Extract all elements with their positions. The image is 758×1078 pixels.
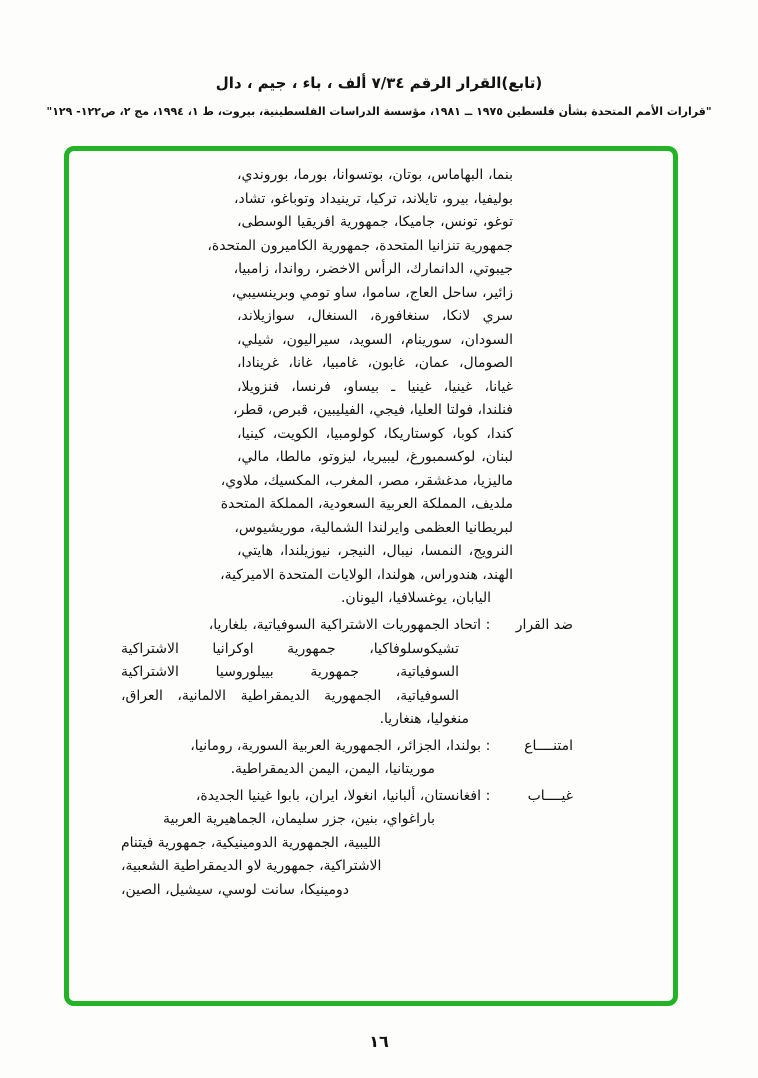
country-list-line: الليبية، الجمهورية الدومينيكية، جمهورية فيتنام — [121, 834, 381, 851]
page-number: ١٦ — [369, 1032, 389, 1051]
absent-label: غيــــاب — [527, 787, 573, 804]
country-list-line: منغوليا، هنغاريا. — [379, 711, 469, 727]
abstain-colon: : — [485, 737, 491, 754]
content-frame — [64, 146, 678, 1006]
country-list-line: غيانا، غينيا، غينيا ـ بيساو، فرنسا، فنزويلا، — [237, 378, 513, 395]
country-list-line: السودان، سورينام، السويد، سيراليون، شيلي، — [237, 331, 513, 348]
page-title: (تابع)القرار الرقم ٧/٣٤ ألف ، باء ، جيم ، دال — [215, 74, 543, 92]
vote-sections — [121, 614, 573, 905]
in-favor-country-list — [207, 164, 513, 611]
country-list-line: النرويج، النمسا، نيبال، النيجر، نيوزيلندا، هايتي، — [237, 543, 513, 559]
against-label: ضد القرار — [515, 617, 573, 633]
section-abstain — [121, 735, 573, 782]
country-list-line: بولندا، الجزائر، الجمهورية العربية السورية، رومانيا، — [190, 737, 481, 754]
country-list-line: الصومال، عمان، غابون، غامبيا، غانا، غرينادا، — [237, 355, 513, 371]
country-list-line: ماليزيا، مدغشقر، مصر، المغرب، المكسيك، ملاوي، — [220, 472, 513, 489]
section-against-resolution — [121, 614, 573, 732]
country-list-line: باراغواي، بنين، جزر سليمان، الجماهيرية العربية — [163, 811, 435, 827]
absent-colon: : — [485, 787, 491, 804]
source-citation: "قرارات الأمم المتحدة بشأن فلسطين ١٩٧٥ ــ ١٩٨١، مؤسسة الدراسات الفلسطينية، بيروت، ط ١، ١٩٩٤، مج ٢، ص١٢٢- ١٢٩" — [46, 105, 712, 118]
country-list-line: الهند، هندوراس، هولندا، الولايات المتحدة الاميركية، — [220, 566, 513, 583]
country-list-line: بنما، البهاماس، بوتان، بوتسوانا، بورما، بوروندي، — [237, 167, 513, 183]
country-list-line: اتحاد الجمهوريات الاشتراكية السوفياتية، بلغاريا، — [208, 617, 481, 633]
country-list-line: زائير، ساحل العاج، ساموا، ساو تومي وبرينسيبي، — [231, 284, 513, 301]
country-list-line: سري لانكا، سنغافورة، السنغال، سوازيلاند، — [237, 308, 513, 324]
country-list-line: فنلندا، فولتا العليا، فيجي، الفيليبين، قبرص، قطر، — [232, 402, 513, 418]
country-list-line: كندا، كوبا، كوستاريكا، كولومبيا، الكويت، كينيا، — [237, 425, 513, 442]
country-list-line: الاشتراكية، جمهورية لاو الديمقراطية الشعبية، — [121, 858, 382, 874]
country-list-line: جيبوتي، الدانمارك، الرأس الاخضر، رواندا، زامبيا، — [233, 261, 513, 277]
section-absent — [121, 785, 573, 903]
country-list-line: لبنان، لوكسمبورغ، ليبيريا، ليزوتو، مالطا، مالي، — [237, 449, 513, 465]
country-list-line: السوفياتية، الجمهورية الديمقراطية الالمانية، العراق، — [121, 687, 459, 704]
country-list-line: تشيكوسلوفاكيا، جمهورية اوكرانيا الاشتراكية — [121, 640, 459, 657]
country-list-line: توغو، تونس، جاميكا، جمهورية افريقيا الوسطى، — [237, 214, 513, 230]
country-list-line: اليابان، يوغسلافيا، اليونان. — [340, 590, 491, 606]
abstain-label: امتنــــاع — [524, 737, 573, 754]
country-list-line: جمهورية تنزانيا المتحدة، جمهورية الكاميرون المتحدة، — [207, 237, 513, 254]
against-colon: : — [485, 617, 491, 633]
country-list-line: افغانستان، ألبانيا، انغولا، ايران، بابوا غينيا الجديدة، — [195, 787, 481, 804]
country-list-line: بوليفيا، بيرو، تايلاند، تركيا، ترينيداد وتوباغو، تشاد، — [234, 190, 513, 207]
country-list-line: ملديف، المملكة العربية السعودية، المملكة المتحدة — [220, 496, 513, 512]
country-list-line: لبريطانيا العظمى وايرلندا الشمالية، موريشيوس، — [234, 519, 513, 536]
country-list-line: موريتانيا، اليمن، اليمن الديمقراطية. — [230, 761, 435, 777]
country-list-line: دومينيكا، سانت لوسي، سيشيل، الصين، — [121, 881, 350, 898]
country-list-line: السوفياتية، جمهورية بييلوروسيا الاشتراكية — [121, 664, 459, 680]
